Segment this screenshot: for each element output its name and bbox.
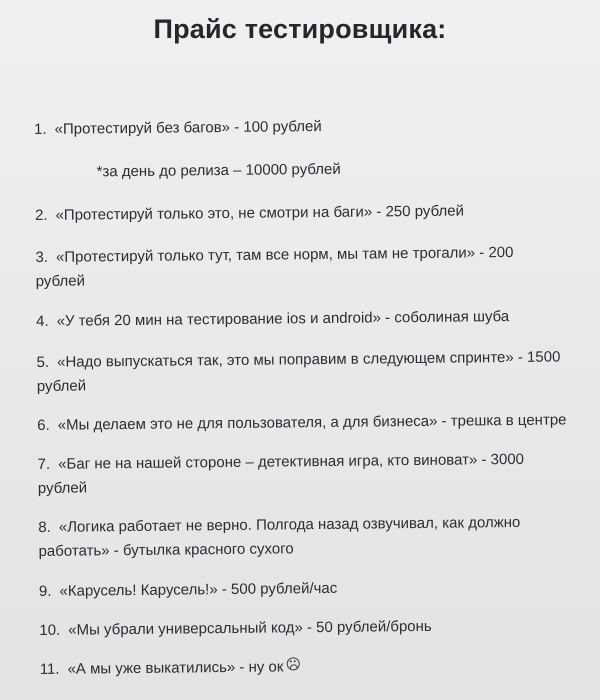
item-number: 8.	[38, 518, 51, 536]
item-text: «Протестируй только тут, там все норм, мы там не трогали» - 200 рублей	[35, 243, 514, 290]
list-item	[34, 112, 564, 142]
item-text: «А мы уже выкатились» - ну ок	[67, 658, 284, 678]
item-number: 2.	[34, 206, 48, 224]
list-item	[40, 652, 570, 682]
list-item	[38, 510, 568, 564]
item-number: 10.	[39, 621, 61, 639]
item-number: 7.	[37, 455, 51, 473]
item-number: 11.	[39, 660, 60, 678]
item-text: «Мы убрали универсальный код» - 50 рублей/бронь	[68, 617, 432, 639]
page-title: Прайс тестировщика:	[153, 14, 447, 44]
price-list	[34, 112, 570, 682]
item-text: «Баг не на нашей стороне – детективная игра, кто виноват» - 3000 рублей	[37, 450, 525, 497]
list-item	[39, 574, 569, 604]
list-item	[39, 613, 569, 643]
list-item	[36, 304, 566, 334]
item-text: «Надо выпускаться так, это мы поправим в следующем спринте» - 1500 рублей	[36, 348, 561, 395]
sad-face-icon	[286, 657, 299, 670]
list-item	[35, 198, 565, 228]
item-number: 6.	[37, 416, 50, 434]
item-number: 1.	[34, 120, 47, 138]
list-item-note	[34, 155, 564, 185]
list-item	[37, 408, 567, 438]
item-number: 5.	[36, 353, 50, 371]
item-text: «Протестируй без багов» - 100 рублей	[54, 117, 322, 138]
item-text: «У тебя 20 мин на тестирование ios и android» - соболиная шуба	[56, 308, 510, 330]
item-text: *за день до релиза – 10000 рублей	[96, 160, 341, 181]
item-text: «Мы делаем это не для пользователя, а для бизнеса» - трешка в центре	[57, 411, 567, 434]
list-item	[36, 345, 566, 399]
item-text: «Логика работает не верно. Полгода назад озвучивал, как должно работать» - бутылка красного сухого	[38, 513, 521, 560]
item-number: 9.	[38, 582, 52, 600]
item-text: «Карусель! Карусель!» - 500 рублей/час	[59, 579, 338, 600]
list-item	[38, 447, 568, 501]
item-number: 3.	[35, 248, 49, 266]
list-item	[35, 240, 565, 294]
item-text: «Протестируй только это, не смотри на баги» - 250 рублей	[55, 202, 465, 224]
item-number: 4.	[36, 312, 49, 330]
